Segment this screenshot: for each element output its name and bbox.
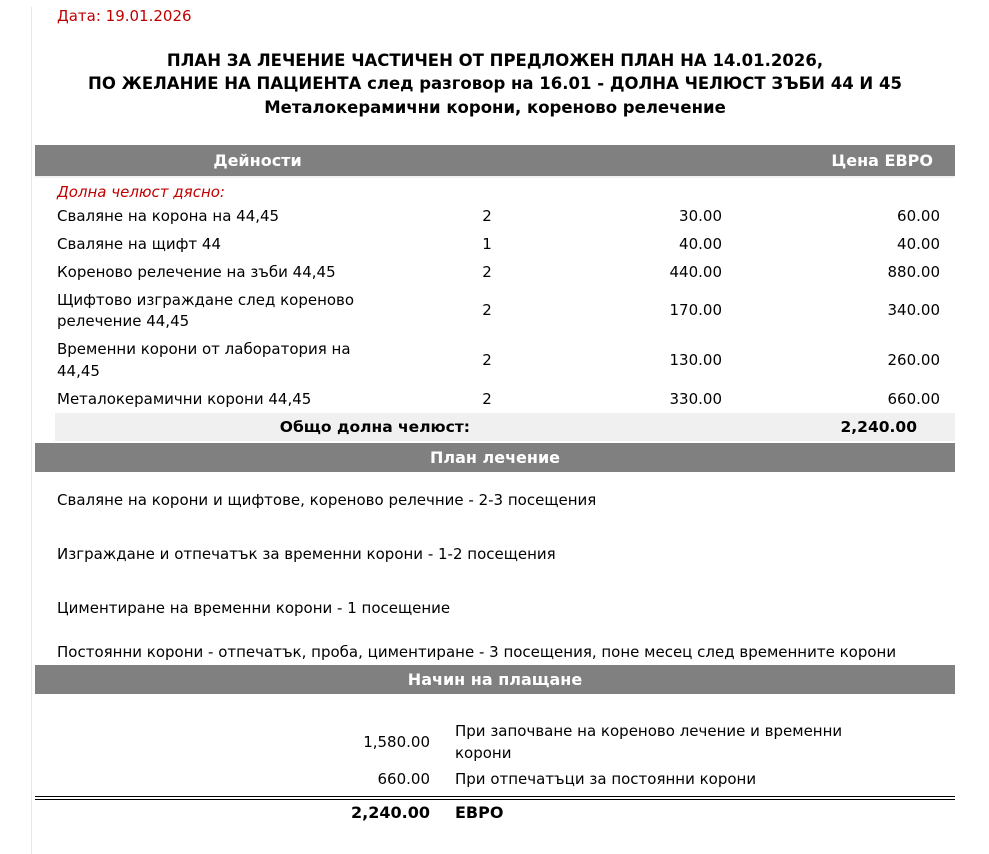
grand-total-amount: 2,240.00: [351, 802, 430, 822]
payment-row: [35, 767, 955, 793]
quantity-value: 2: [482, 301, 492, 320]
date-label: Дата: 19.01.2026: [57, 7, 192, 25]
jaw-total-row: [55, 413, 955, 441]
quantity-value: 2: [482, 262, 492, 281]
unit-price-value: 30.00: [679, 207, 722, 226]
payment-description: При отпечатъци за постоянни корони: [455, 769, 757, 788]
header-price-label: Цена ЕВРО: [831, 151, 933, 171]
plan-section-header: План лечение: [35, 443, 955, 472]
plan-item: Изграждане и отпечатък за временни корони - 1-2 посещения: [57, 545, 556, 564]
unit-price-value: 440.00: [669, 262, 722, 281]
plan-item: Сваляне на корони и щифтове, кореново релечние - 2-3 посещения: [57, 491, 597, 510]
unit-price-value: 170.00: [669, 301, 722, 320]
quantity-value: 2: [482, 389, 492, 408]
quantity-value: 2: [482, 207, 492, 226]
total-price-value: 60.00: [897, 207, 940, 226]
total-price-value: 40.00: [897, 235, 940, 254]
payment-schedule: [35, 719, 955, 821]
activity-name: Кореново релечение на зъби 44,45: [57, 262, 336, 281]
payment-row: [35, 719, 955, 767]
table-row: [35, 386, 955, 414]
activity-name: Щифтово изграждане след кореново релечение 44,45: [57, 290, 355, 331]
activity-name: Металокерамични корони 44,45: [57, 389, 312, 408]
treatment-plan-list: [35, 472, 955, 663]
plan-item: Циментиране на временни корони - 1 посещение: [57, 598, 451, 617]
jaw-total-value: 2,240.00: [840, 418, 917, 437]
table-row: [35, 259, 955, 287]
total-price-value: 260.00: [887, 350, 940, 369]
grand-total-row: [35, 800, 955, 822]
table-header-bar: [35, 145, 955, 178]
unit-price-value: 330.00: [669, 389, 722, 408]
unit-price-value: 130.00: [669, 350, 722, 369]
header-activities-label: Дейности: [213, 151, 302, 171]
table-row: [35, 336, 955, 386]
jaw-total-label: Общо долна челюст:: [279, 418, 470, 437]
total-price-value: 340.00: [887, 301, 940, 320]
payment-amount: 1,580.00: [363, 733, 430, 752]
payment-amount: 660.00: [377, 769, 430, 788]
quantity-value: 1: [482, 235, 492, 254]
activity-name: Сваляне на щифт 44: [57, 235, 221, 254]
title-line-1: ПЛАН ЗА ЛЕЧЕНИЕ ЧАСТИЧЕН ОТ ПРЕДЛОЖЕН ПЛАН НА 14.01.2026,: [166, 51, 824, 70]
jaw-section-label: Долна челюст дясно:: [57, 183, 225, 202]
table-row: [35, 287, 955, 337]
title-line-3: Металокерамични корони, кореново релечение: [264, 97, 726, 117]
currency-label: ЕВРО: [455, 802, 504, 822]
activity-name: Временни корони от лаборатория на 44,45: [57, 340, 351, 380]
title-line-2: ПО ЖЕЛАНИЕ НА ПАЦИЕНТА след разговор на 16.01 - ДОЛНА ЧЕЛЮСТ ЗЪБИ 44 И 45: [88, 74, 902, 94]
total-price-value: 660.00: [887, 389, 940, 408]
unit-price-value: 40.00: [679, 235, 722, 254]
document-title: [35, 49, 955, 119]
document: [0, 7, 989, 822]
table-row: [35, 203, 955, 231]
table-row: [35, 231, 955, 259]
total-price-value: 880.00: [887, 262, 940, 281]
plan-item: Постоянни корони - отпечатък, проба, циментиране - 3 посещения, поне месец след временните корони: [57, 642, 897, 661]
activity-name: Сваляне на корона на 44,45: [57, 207, 280, 226]
activities-table: [35, 203, 955, 413]
quantity-value: 2: [482, 350, 492, 369]
payment-section-header: Начин на плащане: [35, 665, 955, 694]
payment-description: При започване на кореново лечение и временни корони: [455, 722, 843, 763]
